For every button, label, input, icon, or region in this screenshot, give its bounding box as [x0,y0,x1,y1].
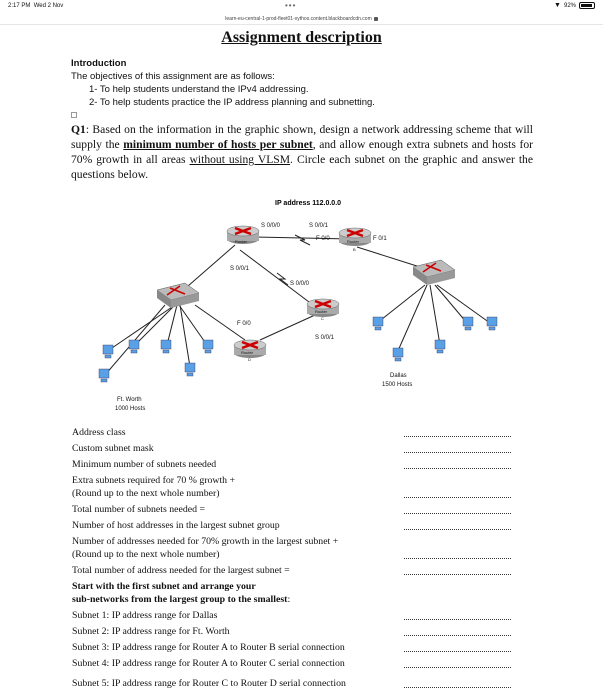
question-row: Subnet 4: IP address range for Router A to Router C serial connection [72,658,345,669]
router-c-text: Router [315,309,328,314]
intro-line: 1- To help students understand the IPv4 addressing. [89,84,309,95]
question-row: Address class [72,427,126,438]
question-row: (Round up to the next whole number) [72,549,220,560]
address-bar[interactable] [0,13,603,25]
router-c-icon [307,299,339,321]
interface-label: F 0/0 [316,236,330,242]
router-d-icon [234,340,266,362]
question-row: Subnet 3: IP address range for Router A to Router B serial connection [72,642,345,653]
interface-label: S 0/0/1 [315,335,335,341]
checkbox[interactable] [71,112,77,118]
question-row: Subnet 5: IP address range for Router C to Router D serial connection [72,678,346,689]
router-a-text: Router [235,239,248,244]
answer-blank[interactable] [404,558,511,559]
router-d-letter: D [248,357,251,362]
router-c-letter: C [321,316,324,321]
q1-text-c: . Circle each subnet on the graphic and answer the questions below. [71,153,533,181]
question-row: Number of host addresses in the largest subnet group [72,520,280,531]
interface-label: S 0/0/0 [290,281,310,287]
q1-text-b: , and allow enough extra subnets and hosts for 70% growth in all areas [71,138,533,166]
interface-label: S 0/0/1 [230,266,250,272]
pc-group-left [99,340,213,382]
answer-blank[interactable] [404,651,511,652]
lock-icon [374,17,378,21]
question-row: Subnet 1: IP address range for Dallas [72,610,218,621]
status-time-date [8,3,63,9]
question-row: Subnet 2: IP address range for Ft. Worth [72,626,230,637]
answer-blank[interactable] [404,667,511,668]
instruction-row [72,594,290,605]
instruction-colon: : [287,594,291,605]
answer-blank[interactable] [404,497,511,498]
status-bar [0,0,603,13]
interface-label: F 0/1 [373,236,387,242]
switch-left-icon [157,283,199,308]
interface-label: S 0/0/0 [261,223,281,229]
ip-address-label: IP address 112.0.0.0 [275,200,342,207]
answer-blank[interactable] [404,687,511,688]
interface-label: F 0/0 [237,321,251,327]
interface-label: S 0/0/1 [309,223,329,229]
answer-blank[interactable] [404,619,511,620]
router-d-text: Router [241,350,254,355]
wifi-icon: ▼ [554,2,561,9]
router-b-letter: B [353,247,356,252]
network-diagram [95,195,515,430]
link-a-c [240,250,313,305]
status-time: 2:17 PM [8,3,31,9]
status-date: Wed 2 Nov [33,3,64,9]
question-row: Total number of address needed for the largest subnet = [72,565,290,576]
question-row: Extra subnets required for 70 % growth + [72,475,236,486]
answer-blank[interactable] [404,452,511,453]
intro-line: The objectives of this assignment are as follows: [71,71,275,82]
router-a-icon [227,226,259,244]
answer-blank[interactable] [404,529,511,530]
instruction-text: sub-networks from the largest group to the smallest [72,594,288,605]
q1-underlined: without using VLSM [189,153,291,166]
multitask-dots-icon[interactable]: ••• [285,1,297,10]
page-title: Assignment description [221,29,382,46]
answer-blank[interactable] [404,574,511,575]
router-b-text: Router [347,239,360,244]
question-row: Custom subnet mask [72,443,154,454]
answer-blank[interactable] [404,436,511,437]
link-b-switch [357,247,420,267]
site-name: Dallas [390,373,407,379]
url-text[interactable]: learn-eu-central-1-prod-fleet01-xythos.content.blackboardcdn.com [225,16,372,22]
battery-percent: 92% [563,2,576,9]
q1-emphasis: minimum number of hosts per subnet [123,138,313,151]
question-row: Number of addresses needed for 70% growth in the largest subnet + [72,536,339,547]
router-b-icon [339,228,371,252]
question-row: Minimum number of subnets needed [72,459,217,470]
site-name: Ft. Worth [117,397,142,403]
intro-heading: Introduction [71,58,127,69]
answer-blank[interactable] [404,635,511,636]
q1-text-a: : Based on the information in the graphic shown, design a network addressing scheme that will supply the [71,123,533,151]
q1-label: Q1 [71,123,86,136]
battery-icon [579,2,595,9]
site-hosts: 1000 Hosts [115,406,146,412]
status-right [554,2,595,9]
answer-blank[interactable] [404,513,511,514]
link-c-d [260,315,315,340]
site-hosts: 1500 Hosts [382,382,413,388]
instruction-row: Start with the first subnet and arrange your [72,581,256,592]
intro-line: 2- To help students practice the IP address planning and subnetting. [89,97,375,108]
question-row: Total number of subnets needed = [72,504,205,515]
answer-blank[interactable] [404,468,511,469]
switch-right-icon [413,260,455,285]
pc-group-right [373,317,497,361]
question-row: (Round up to the next whole number) [72,488,220,499]
question-1 [71,122,533,182]
